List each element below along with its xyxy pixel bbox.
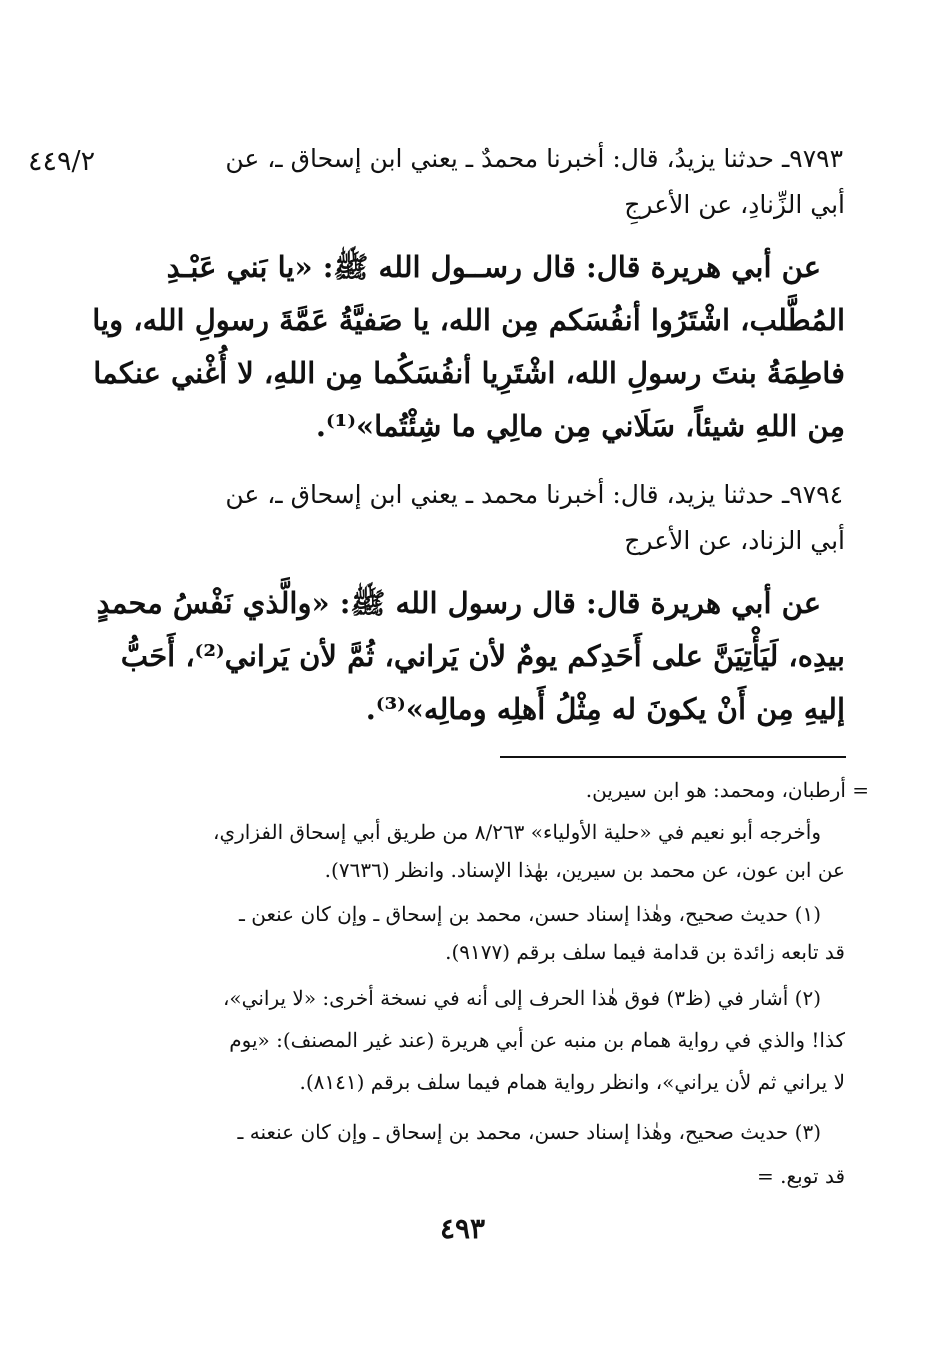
hadith-9794-isnad-line-1: ٩٧٩٤ـ حدثنا يزيد، قال: أخبرنا محمد ـ يعني ابن إسحاق ـ، عن [225, 480, 843, 509]
hadith-9793-isnad-line-2: أبي الزِّنادِ، عن الأعرجِ [624, 190, 845, 219]
hadith-9793-matn-line-1: عن أبي هريرة قال: قال رســول الله ﷺ: «يا بَني عَبْـدِ [166, 250, 821, 284]
hadith-9794-isnad-line-2: أبي الزناد، عن الأعرج [624, 526, 845, 555]
volume-page-reference: ٤٤٩/٢ [28, 146, 96, 177]
footnote-line-8: لا يراني ثم لأن يراني»، وانظر رواية همام فيما سلف برقم (٨١٤١). [299, 1070, 845, 1094]
footnote-line-10: قد توبع. = [757, 1164, 845, 1188]
footnote-line-7: كذا! والذي في رواية همام بن منبه عن أبي هريرة (عند غير المصنف): «يوم [229, 1028, 845, 1052]
hadith-9793-isnad-line-1: ٩٧٩٣ـ حدثنا يزيدُ، قال: أخبرنا محمدٌ ـ يعني ابن إسحاق ـ، عن [225, 144, 843, 173]
footnote-line-9: (٣) حديث صحيح، وهٰذا إسناد حسن، محمد بن إسحاق ـ وإن كان عنعنه ـ [237, 1120, 821, 1144]
footnote-separator [500, 756, 846, 758]
footnote-line-2: وأخرجه أبو نعيم في «حلية الأولياء» ٨/٢٦٣ من طريق أبي إسحاق الفزاري، [213, 820, 821, 844]
footnote-line-6: (٢) أشار في (ظ٣) فوق هٰذا الحرف إلى أنه في نسخة أخرى: «لا يراني»، [222, 986, 821, 1010]
hadith-9794-matn-line-1: عن أبي هريرة قال: قال رسول الله ﷺ: «والَّذي نَفْسُ محمدٍ [96, 586, 821, 620]
footnote-line-5: قد تابعه زائدة بن قدامة فيما سلف برقم (٩١٧٧). [445, 940, 845, 964]
hadith-9793-matn-line-3: فاطِمَةُ بنتَ رسولِ الله، اشْتَرِيا أنفُسَكُما مِن اللهِ، لا أُغْني عنكما [93, 356, 845, 390]
footnote-line-3: عن ابن عون، عن محمد بن سيرين، بهٰذا الإسناد. وانظر (٧٦٣٦). [324, 858, 845, 882]
footnote-line-1: = أرطبان، ومحمد: هو ابن سيرين. [585, 778, 869, 802]
hadith-9793-matn-line-2: المُطَّلب، اشْتَرُوا أنفُسَكم مِن الله، يا صَفيَّةُ عَمَّةَ رسولِ الله، ويا [92, 303, 845, 337]
page-number: ٤٩٣ [439, 1212, 486, 1245]
footnote-line-4: (١) حديث صحيح، وهٰذا إسناد حسن، محمد بن إسحاق ـ وإن كان عنعن ـ [239, 902, 821, 926]
hadith-9793-matn-line-4: مِن اللهِ شيئاً، سَلَاني مِن مالِي ما شِئْتُما»⁽¹⁾. [315, 409, 845, 443]
hadith-9794-matn-line-2: بيدِه، لَيَأْتِيَنَّ على أَحَدِكم يومٌ لأن يَراني، ثُمَّ لأن يَراني⁽²⁾، أَحَبُّ [120, 639, 845, 673]
hadith-9794-matn-line-3: إليهِ مِن أَنْ يكونَ له مِثْلُ أَهلِه ومالِه»⁽³⁾. [365, 692, 845, 726]
